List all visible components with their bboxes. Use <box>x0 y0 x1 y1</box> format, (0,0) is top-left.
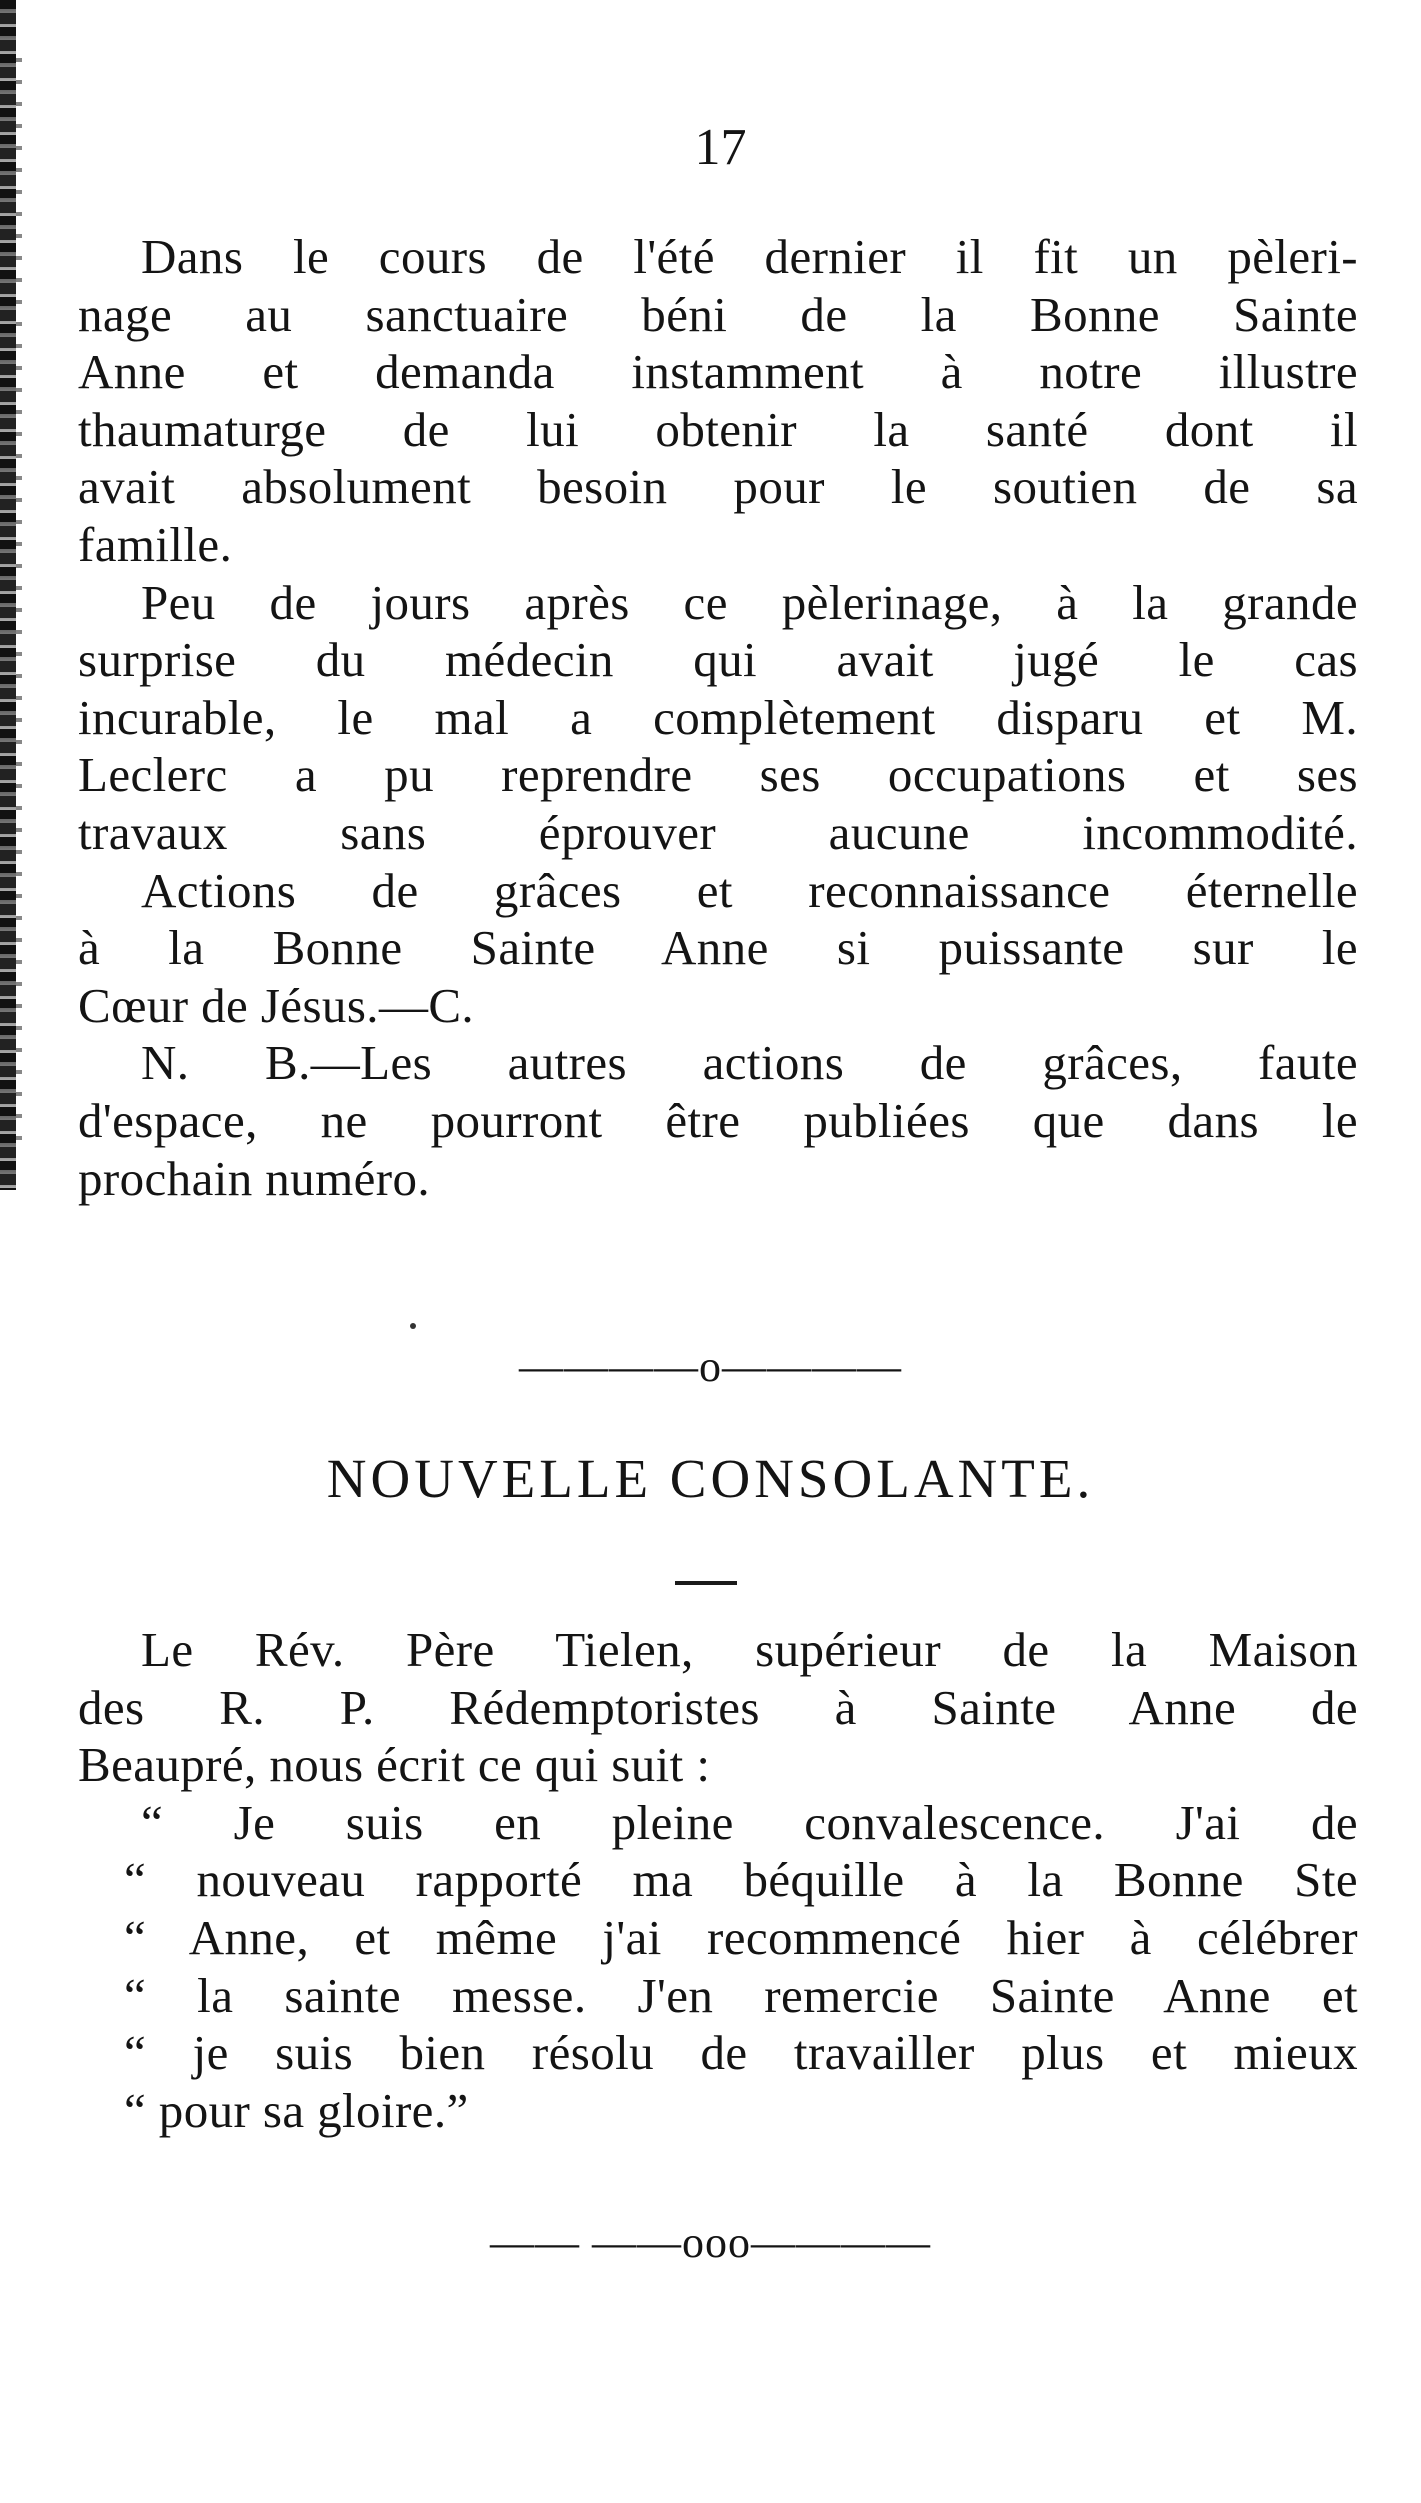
text-line: à la Bonne Sainte Anne si puissante sur le <box>78 920 1358 976</box>
text-line: incurable, le mal a complètement disparu et M. <box>78 689 1358 745</box>
text-line: Beaupré, nous écrit ce qui suit : <box>78 1737 711 1793</box>
text-line: surprise du médecin qui avait jugé le cas <box>78 632 1358 688</box>
article-continuation <box>78 228 1358 1207</box>
end-divider: —— ——ooo———— <box>490 2218 931 2267</box>
scan-binding-edge-noise <box>16 40 22 1140</box>
text-line: avait absolument besoin pour le soutien de sa <box>78 459 1358 515</box>
quote-line: “ je suis bien résolu de travailler plus et mieux <box>124 2025 1358 2081</box>
text-line: nage au sanctuaire béni de la Bonne Sainte <box>78 286 1358 342</box>
text-line: Anne et demanda instamment à notre illustre <box>78 344 1358 400</box>
heading-rule <box>675 1581 737 1585</box>
text-line: Cœur de Jésus.—C. <box>78 977 475 1033</box>
text-line: Peu de jours après ce pèlerinage, à la grande <box>141 574 1358 630</box>
text-line: Leclerc a pu reprendre ses occupations et ses <box>78 747 1358 803</box>
quote-line: “ Je suis en pleine convalescence. J'ai de <box>141 1794 1358 1850</box>
quote-line: “ la sainte messe. J'en remercie Sainte Anne et <box>124 1967 1358 2023</box>
section-heading: NOUVELLE CONSOLANTE. <box>326 1448 1095 1509</box>
article-nouvelle-consolante <box>78 1621 1358 2139</box>
text-line: travaux sans éprouver aucune incommodité. <box>78 804 1358 860</box>
text-line: famille. <box>78 516 233 572</box>
text-line: Le Rév. Père Tielen, supérieur de la Maison <box>141 1622 1358 1677</box>
quote-line: “ nouveau rapporté ma béquille à la Bonne Ste <box>124 1852 1358 1908</box>
text-line: Dans le cours de l'été dernier il fit un pèleri- <box>141 229 1358 284</box>
quote-line: “ Anne, et même j'ai recommencé hier à célébrer <box>124 1909 1358 1965</box>
text-line: N. B.—Les autres actions de grâces, faute <box>141 1035 1358 1091</box>
text-line: d'espace, ne pourront être publiées que dans le <box>78 1092 1358 1148</box>
text-line: prochain numéro. <box>78 1150 431 1206</box>
page-number: 17 <box>694 119 747 176</box>
ink-speck <box>410 1323 416 1329</box>
scan-binding-edge <box>0 0 16 1190</box>
section-divider: ————o———— <box>519 1342 902 1391</box>
text-line: thaumaturge de lui obtenir la santé dont il <box>78 401 1358 457</box>
text-line: Actions de grâces et reconnaissance éternelle <box>141 862 1358 918</box>
text-line: des R. P. Rédemptoristes à Sainte Anne de <box>78 1679 1358 1735</box>
quote-line: “ pour sa gloire.” <box>124 2082 469 2138</box>
